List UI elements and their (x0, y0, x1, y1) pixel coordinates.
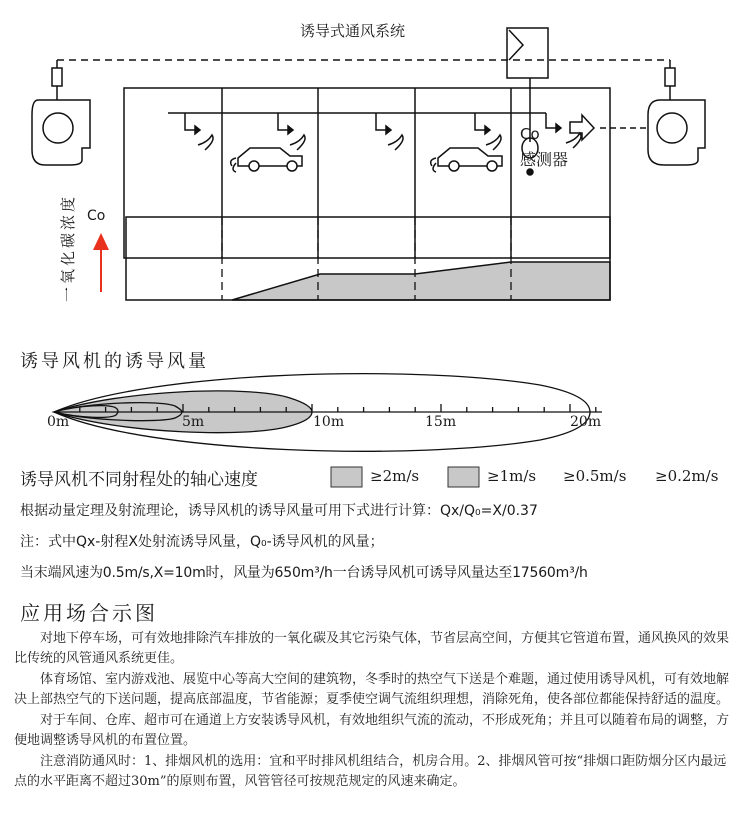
application-paragraph-parking: 对地下停车场，可有效地排除汽车排放的一氧化碳及其它污染气体，节省层高空间，方便其它管道布置，通风换风的效果比传统的风管通风系统更佳。 (14, 631, 730, 666)
co-increase-arrow-icon (93, 233, 109, 292)
control-line-drops (57, 60, 670, 100)
application-heading: 应用场合示图 (20, 601, 158, 625)
legend-0-5ms: ≥0.5m/s (563, 467, 627, 485)
car-icon-1 (231, 148, 302, 172)
sensor-co-label: Co (520, 125, 540, 143)
axis-label-5m: 5m (182, 414, 205, 430)
axis-label-20m: 20m (570, 414, 602, 430)
right-damper-icon (665, 68, 675, 86)
system-title: 诱导式通风系统 (300, 22, 406, 40)
co-axis-label: 一氧化碳浓度 (59, 193, 77, 302)
ventilation-system-diagram (32, 28, 705, 258)
legend-0-2ms: ≥0.2m/s (655, 467, 719, 485)
legend-1ms: ≥1m/s (487, 467, 537, 485)
left-damper-icon (52, 68, 62, 86)
axis-label-0m: 0m (47, 414, 70, 430)
formula-note: 注：式中Qx-射程X处射流诱导风量，Q₀-诱导风机的风量； (20, 534, 384, 550)
left-fan-icon (32, 100, 90, 165)
co-level-area (232, 262, 610, 300)
application-paragraphs (14, 629, 736, 793)
co-axis-unit: Co (87, 208, 106, 224)
application-paragraph-workshops: 对于车间、仓库、超市可在通道上方安装诱导风机，有效地组织气流的流动，不形成死角；并且可以随着布局的调整，方便地调整诱导风机的布置位置。 (14, 713, 730, 748)
application-paragraph-fire: 注意消防通风时：1、排烟风机的选用：宜和平时排风机组结合，机房合用。2、排烟风管可按“排烟口距防烟分区内最远点的水平距离不超过30m”的原则布置，风管管径可按规范规定的风速来确定。 (14, 754, 727, 789)
controller-symbol (509, 30, 523, 60)
formula-example: 当末端风速为0.5m/s,X=10m时，风量为650m³/h一台诱导风机可诱导风量达至17560m³/h (20, 565, 588, 581)
axis-label-10m: 10m (313, 414, 345, 430)
right-fan-icon (648, 100, 705, 165)
axis-label-15m: 15m (425, 414, 457, 430)
legend-title: 诱导风机不同射程处的轴心速度 (20, 470, 258, 490)
jet-induction-diagram (54, 374, 602, 452)
sensor-label: 感测器 (520, 150, 569, 169)
legend-swatch-2ms (331, 467, 362, 487)
legend-2ms: ≥2m/s (370, 467, 420, 485)
jet-diagram-title: 诱导风机的诱导风量 (20, 351, 209, 372)
car-icon-2 (431, 148, 502, 172)
legend-swatch-1ms (448, 467, 479, 487)
formula-line: 根据动量定理及射流理论，诱导风机的诱导风量可用下式进行计算：Qx/Q₀=X/0.37 (20, 503, 538, 519)
exhaust-arrow-icon (570, 115, 594, 140)
application-paragraph-venues: 体育场馆、室内游戏池、展览中心等高大空间的建筑物，冬季时的热空气下送是个难题，通过使用诱导风机，可有效地解决上部热空气的下送问题，提高底部温度，节省能源；夏季使空调气流组织理想，消除死角，使各部位都能保持舒适的温度。 (14, 672, 730, 707)
